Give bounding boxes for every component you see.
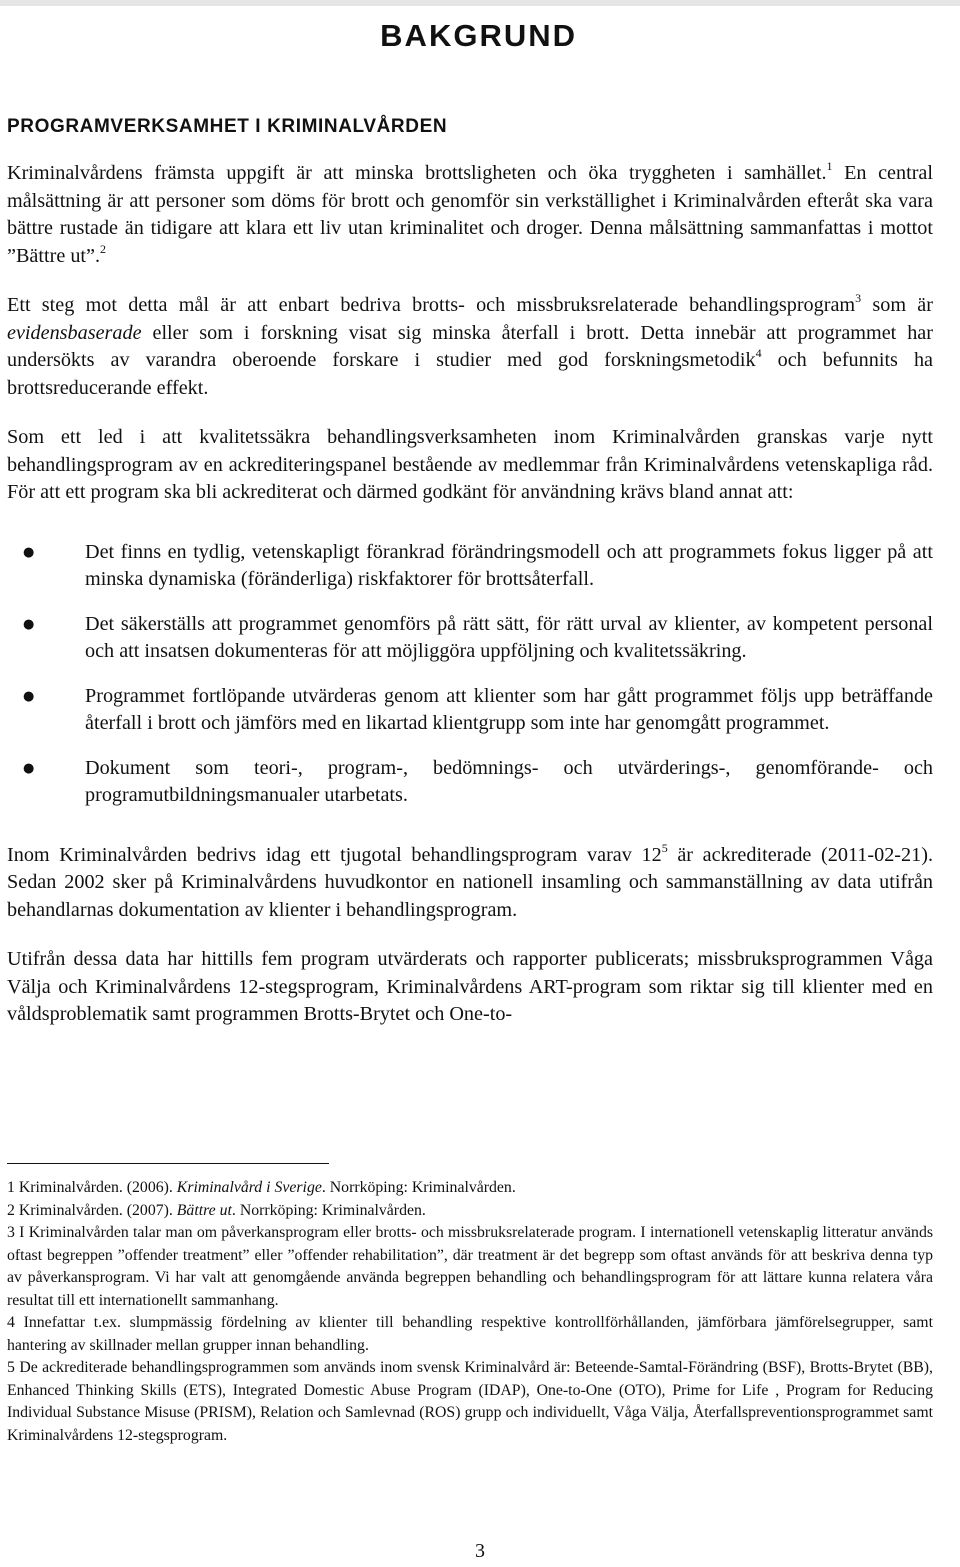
footnote-4: 4 Innefattar t.ex. slumpmässig fördelning av klienter till behandling respektive kontrollförhållanden, jämförbara jämförelsegrupper, samt hantering av skillnader mellan grupper innan behandling.	[7, 1314, 933, 1354]
footnote-separator	[7, 1163, 329, 1164]
footnote-ref-5: 5	[661, 840, 668, 855]
criteria-list	[7, 539, 933, 810]
footnotes	[7, 1177, 933, 1447]
footnote-ref-2: 2	[100, 241, 107, 256]
paragraph-2: Ett steg mot detta mål är att enbart bedriva brotts- och missbruksrelaterade behandlingsprogram$^3$ som är evidensbaserade eller som i forskning visat sig minska återfall i brott. Detta innebär att programmet har undersökts av varandra oberoende forskare i studier med god forskningsmetodik$^4$ och befunnits ha brottsreducerande effekt.	[7, 291, 933, 399]
list-item: ● Programmet fortlöpande utvärderas genom att klienter som har gått programmet följs upp beträffande återfall i brott och jämförs med en likartad klientgrupp som inte har genomgått programmet.	[7, 683, 933, 738]
footnote-5: 5 De ackrediterade behandlingsprogrammen som används inom svensk Kriminalvård är: Beteende-Samtal-Förändring (BSF), Brotts-Brytet (BB), Enhanced Thinking Skills (ETS), Integrated Domestic Abuse Program (IDAP), One-to-One (OTO), Prime for Life , Program for Reducing Individual Substance Misuse (PRISM), Relation och Samlevnad (ROS) grupp och individuellt, Våga Välja, Återfallspreventionsprogrammet samt Kriminalvårdens 12-stegsprogram.	[7, 1359, 933, 1444]
footnote-ref-1: 1	[826, 159, 833, 174]
footnote-3: 3 I Kriminalvården talar man om påverkansprogram eller brotts- och missbruksrelaterade program. I internationell vetenskaplig litteratur används oftast begreppen ”offender treatment” eller ”offender rehabilitation”, där treatment är det begrepp som oftast används för att beskriva denna typ av påverkansprogram. Vi har valt att genomgående använda begreppen behandling och behandlingsprogram för att lättare kunna relatera våra resultat till ett internationellt sammanhang.	[7, 1224, 933, 1309]
footnote-1: 1 Kriminalvården. (2006). Kriminalvård i Sverige. Norrköping: Kriminalvården.	[7, 1179, 516, 1196]
footnote-ref-3: 3	[855, 291, 862, 306]
paragraph-5: Utifrån dessa data har hittills fem program utvärderats och rapporter publicerats; missbruksprogrammen Våga Välja och Kriminalvårdens 12-stegsprogram, Kriminalvårdens ART-program som riktar sig till klienter med en våldsproblematik samt programmen Brotts-Brytet och One-to-	[7, 948, 933, 1025]
paragraph-1: Kriminalvårdens främsta uppgift är att minska brottsligheten och öka tryggheten i samhället.$^1$ En central målsättning är att personer som döms för brott och genomför sin verkställighet i Kriminalvården efteråt ska vara bättre rustade än tidigare att klara ett liv utan kriminalitet och droger. Denna målsättning sammanfattas i mottot ”Bättre ut”.$^2$	[7, 159, 933, 267]
list-item: ● Dokument som teori-, program-, bedömnings- och utvärderings-, genomförande- och programutbildningsmanualer utarbetats.	[7, 755, 933, 810]
footnote-2: 2 Kriminalvården. (2007). Bättre ut. Norrköping: Kriminalvården.	[7, 1201, 426, 1219]
body-text	[7, 160, 933, 1051]
page-number: 3	[475, 1540, 485, 1562]
section-title: PROGRAMVERKSAMHET I KRIMINALVÅRDEN	[7, 116, 448, 137]
chapter-title: BAKGRUND	[380, 18, 577, 53]
list-item: ● Det finns en tydlig, vetenskapligt förankrad förändringsmodell och att programmets fokus ligger på att minska dynamiska (föränderliga) riskfaktorer för brottsåterfall.	[7, 539, 933, 594]
list-item: ● Det säkerställs att programmet genomförs på rätt sätt, för rätt urval av klienter, av kompetent personal och att insatsen dokumenteras för att möjliggöra uppföljning och kvalitetssäkring.	[7, 611, 933, 666]
footnote-ref-4: 4	[755, 346, 762, 361]
emphasis-evidensbaserade: evidensbaserade	[7, 321, 142, 344]
header-band	[0, 0, 960, 6]
paragraph-3: Som ett led i att kvalitetssäkra behandlingsverksamheten inom Kriminalvården granskas varje nytt behandlingsprogram av en ackrediteringspanel bestående av medlemmar från Kriminalvårdens vetenskapliga råd. För att ett program ska bli ackrediterat och därmed godkänt för användning krävs bland annat att:	[7, 426, 933, 503]
paragraph-4: Inom Kriminalvården bedrivs idag ett tjugotal behandlingsprogram varav $12^5$ är ackrediterade (2011-02-21). Sedan 2002 sker på Kriminalvårdens huvudkontor en nationell insamling och sammanställning av data utifrån behandlarnas dokumentation av klienter i behandlingsprogram.	[7, 840, 933, 921]
